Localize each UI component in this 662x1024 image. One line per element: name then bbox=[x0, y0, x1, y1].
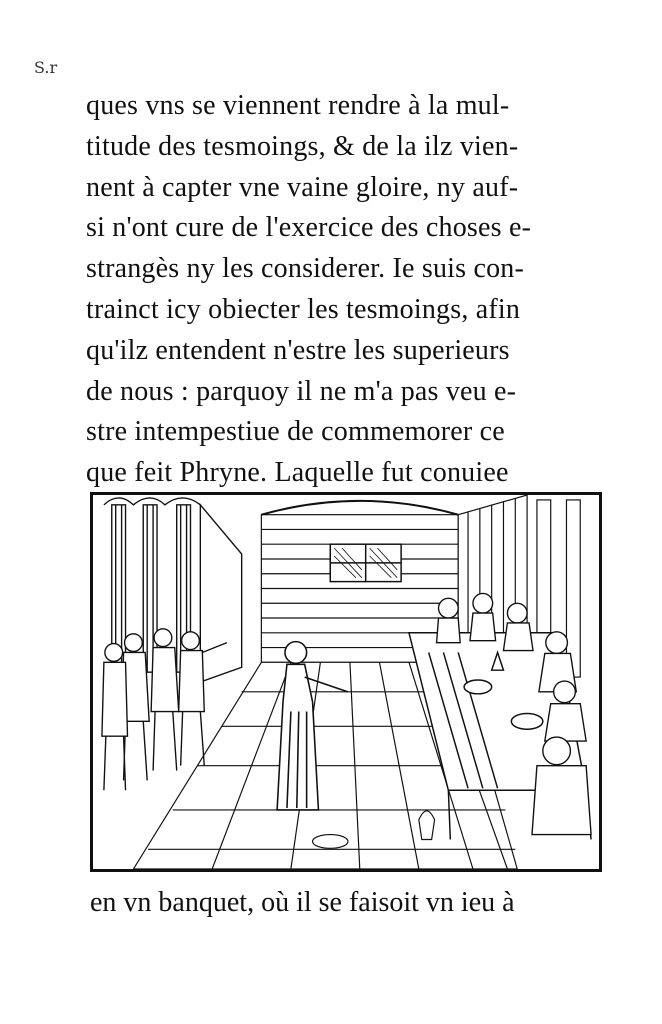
text-line: nent à capter vne vaine gloire, ny auf- bbox=[86, 171, 519, 203]
text-line: de nous : parquoy il ne m'a pas veu e- bbox=[86, 375, 517, 407]
text-line: stre intempestiue de commemorer ce bbox=[86, 416, 505, 448]
text-line: si n'ont cure de l'exercice des choses e- bbox=[86, 212, 532, 244]
page-mark: S.r bbox=[34, 58, 58, 77]
text-line: qu'ilz entendent n'estre les superieurs bbox=[86, 334, 510, 366]
window-icon bbox=[330, 544, 401, 581]
text-line: titude des tesmoings, & de la ilz vien- bbox=[86, 130, 519, 162]
banquet-scene bbox=[93, 495, 599, 869]
text-line: trainct icy obiecter les tesmoings, afin bbox=[86, 293, 521, 325]
text-line: ques vns se viennent rendre à la mul- bbox=[86, 90, 510, 121]
body-text bbox=[86, 86, 606, 494]
text-line: que feit Phryne. Laquelle fut conuiee bbox=[86, 457, 509, 489]
text-line: strangès ny les considerer. Ie suis con- bbox=[86, 253, 524, 285]
woodcut-illustration bbox=[90, 492, 602, 872]
text-line: en vn banquet, où il se faisoit vn ieu à bbox=[90, 887, 515, 918]
